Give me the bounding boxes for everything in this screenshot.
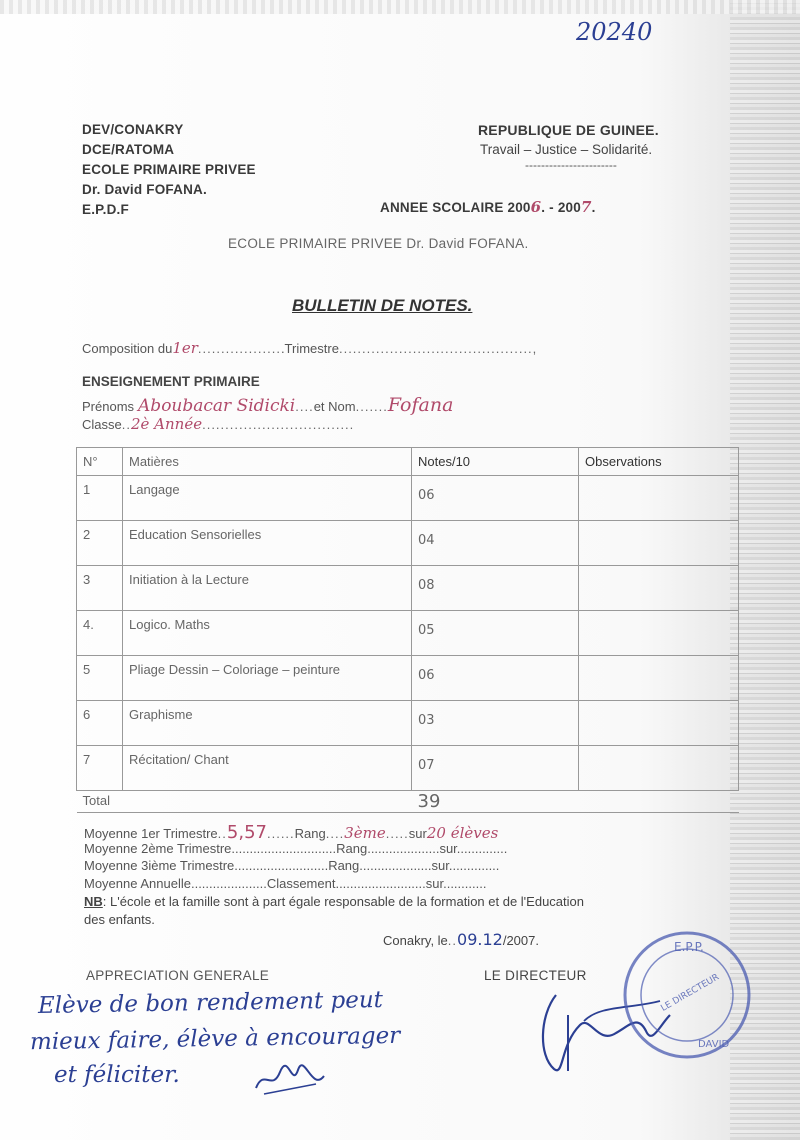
composition-label: Composition du xyxy=(82,341,173,356)
school-year-label: ANNEE SCOLAIRE 200 xyxy=(380,200,531,215)
moyenne-1-dots: .. xyxy=(217,826,227,841)
row-grade: 03 xyxy=(412,701,579,746)
stamp-middle-text: LE DIRECTEUR xyxy=(659,972,722,1014)
row-number: 1 xyxy=(77,476,123,521)
prenoms-label: Prénoms xyxy=(82,399,135,414)
total-label: Total xyxy=(77,791,412,813)
stamp-bottom-text: DAVID xyxy=(698,1039,730,1050)
table-row xyxy=(77,476,739,521)
official-stamp xyxy=(612,925,762,1065)
appreciation-label: APPRECIATION GENERALE xyxy=(86,968,270,983)
enseignement-label: ENSEIGNEMENT PRIMAIRE xyxy=(82,374,260,389)
motto-separator: ----------------------- xyxy=(525,158,617,172)
header-line-2: DCE/RATOMA xyxy=(82,142,175,157)
table-row xyxy=(77,746,739,791)
rang-dots-2: ..... xyxy=(385,826,409,841)
moyenne-1-value: 5,57 xyxy=(226,822,267,843)
col-subject-header: Matières xyxy=(123,448,412,476)
table-row xyxy=(77,566,739,611)
header-line-1: DEV/CONAKRY xyxy=(82,122,184,137)
row-observation xyxy=(579,746,739,791)
prenoms-line xyxy=(82,394,453,416)
appreciation-line-1: Elève de bon rendement peut xyxy=(37,986,384,1020)
moyenne-1-rang-label: Rang xyxy=(294,826,326,841)
row-number: 6 xyxy=(77,701,123,746)
moyenne-1-sur-label: sur xyxy=(408,826,427,841)
row-grade: 05 xyxy=(412,611,579,656)
rang-dots: .... xyxy=(325,826,345,841)
header-line-4: Dr. David FOFANA. xyxy=(82,182,207,197)
moyenne-annuelle-line: Moyenne Annuelle.....................Classement.........................sur............ xyxy=(84,876,487,891)
moyenne-1-line xyxy=(84,822,498,843)
header-line-3: ECOLE PRIMAIRE PRIVEE xyxy=(82,162,256,177)
nb-line xyxy=(84,894,584,909)
nb-text: : L'école et la famille sont à part égale responsable de la formation et de l'Education xyxy=(102,894,584,909)
trimestre-label: .Trimestre xyxy=(280,341,339,356)
header-line-5: E.P.D.F xyxy=(82,202,129,217)
row-grade: 07 xyxy=(412,746,579,791)
table-row xyxy=(77,611,739,656)
school-name: ECOLE PRIMAIRE PRIVEE Dr. David FOFANA. xyxy=(228,236,529,251)
row-subject: Education Sensorielles xyxy=(123,521,412,566)
classe-dots-1: .. xyxy=(121,417,131,432)
composition-dots-1: .................. xyxy=(197,341,281,356)
school-year-digit-2: 7 xyxy=(580,198,592,216)
col-notes-header: Notes/10 xyxy=(412,448,579,476)
row-subject: Graphisme xyxy=(123,701,412,746)
row-grade: 08 xyxy=(412,566,579,611)
moyenne-1-label: Moyenne 1er Trimestre xyxy=(84,826,218,841)
prenoms-value: Aboubacar Sidicki xyxy=(138,396,296,416)
date-year: /2007. xyxy=(502,933,539,948)
moyenne-2-line: Moyenne 2ème Trimestre.............................Rang....................sur.............. xyxy=(84,841,508,856)
total-value: 39 xyxy=(412,791,579,813)
row-observation xyxy=(579,656,739,701)
appreciation-line-3: et féliciter. xyxy=(54,1062,180,1088)
row-subject: Logico. Maths xyxy=(123,611,412,656)
composition-line xyxy=(82,339,537,357)
row-subject: Initiation à la Lecture xyxy=(123,566,412,611)
nb-text-2: des enfants. xyxy=(84,912,155,927)
row-subject: Pliage Dessin – Coloriage – peinture xyxy=(123,656,412,701)
moyenne-1-sur-value: 20 élèves xyxy=(426,824,499,842)
classe-dots-2: ................................. xyxy=(202,417,355,432)
date-line xyxy=(383,930,539,949)
row-observation xyxy=(579,476,739,521)
row-grade: 06 xyxy=(412,656,579,701)
row-number: 5 xyxy=(77,656,123,701)
date-label: Conakry, le xyxy=(383,933,448,948)
table-header-row xyxy=(77,448,739,476)
nb-label: NB xyxy=(84,894,103,909)
school-year-mid: . - 200 xyxy=(541,200,581,215)
classe-label: Classe xyxy=(82,417,122,432)
school-year-digit-1: 6 xyxy=(530,198,542,216)
nom-value: Fofana xyxy=(387,394,454,416)
row-observation xyxy=(579,566,739,611)
teacher-signature xyxy=(250,1058,330,1098)
country-motto: Travail – Justice – Solidarité. xyxy=(480,142,653,157)
country-name: REPUBLIQUE DE GUINEE. xyxy=(478,122,659,138)
total-row xyxy=(77,791,739,813)
stamp-top-text: E.P.P. xyxy=(674,940,704,954)
table-row xyxy=(77,701,739,746)
scan-top-noise xyxy=(0,0,800,14)
total-observation xyxy=(579,791,739,813)
appreciation-line-2: mieux faire, élève à encourager xyxy=(29,1022,401,1056)
row-grade: 06 xyxy=(412,476,579,521)
table-row xyxy=(77,656,739,701)
bulletin-title: BULLETIN DE NOTES. xyxy=(292,296,473,315)
classe-line xyxy=(82,415,354,433)
row-subject: Langage xyxy=(123,476,412,521)
row-observation xyxy=(579,611,739,656)
row-number: 3 xyxy=(77,566,123,611)
school-year-end: . xyxy=(591,200,596,215)
grades-table xyxy=(76,447,739,813)
row-observation xyxy=(579,701,739,746)
date-dots: .. xyxy=(447,933,458,948)
table-row xyxy=(77,521,739,566)
row-subject: Récitation/ Chant xyxy=(123,746,412,791)
prenoms-dots: .... xyxy=(295,399,314,414)
row-number: 2 xyxy=(77,521,123,566)
moyenne-1-dots-2: ...... xyxy=(266,826,295,841)
classe-value: 2è Année xyxy=(130,415,203,433)
moyenne-1-rang-value: 3ème xyxy=(344,824,386,842)
moyenne-3-line: Moyenne 3ième Trimestre..........................Rang....................sur.............. xyxy=(84,858,500,873)
row-number: 4. xyxy=(77,611,123,656)
composition-value: 1er xyxy=(172,339,198,357)
row-observation xyxy=(579,521,739,566)
col-number-header: N° xyxy=(77,448,123,476)
col-observations-header: Observations xyxy=(579,448,739,476)
row-number: 7 xyxy=(77,746,123,791)
row-grade: 04 xyxy=(412,521,579,566)
trimestre-dots: .........................................., xyxy=(338,341,538,356)
nom-label: et Nom xyxy=(313,399,356,414)
school-year xyxy=(380,198,596,216)
director-label: LE DIRECTEUR xyxy=(484,968,587,983)
doc-number: 20240 xyxy=(576,18,653,46)
nom-dots: ....... xyxy=(355,399,388,414)
date-value: 09.12 xyxy=(457,930,503,949)
